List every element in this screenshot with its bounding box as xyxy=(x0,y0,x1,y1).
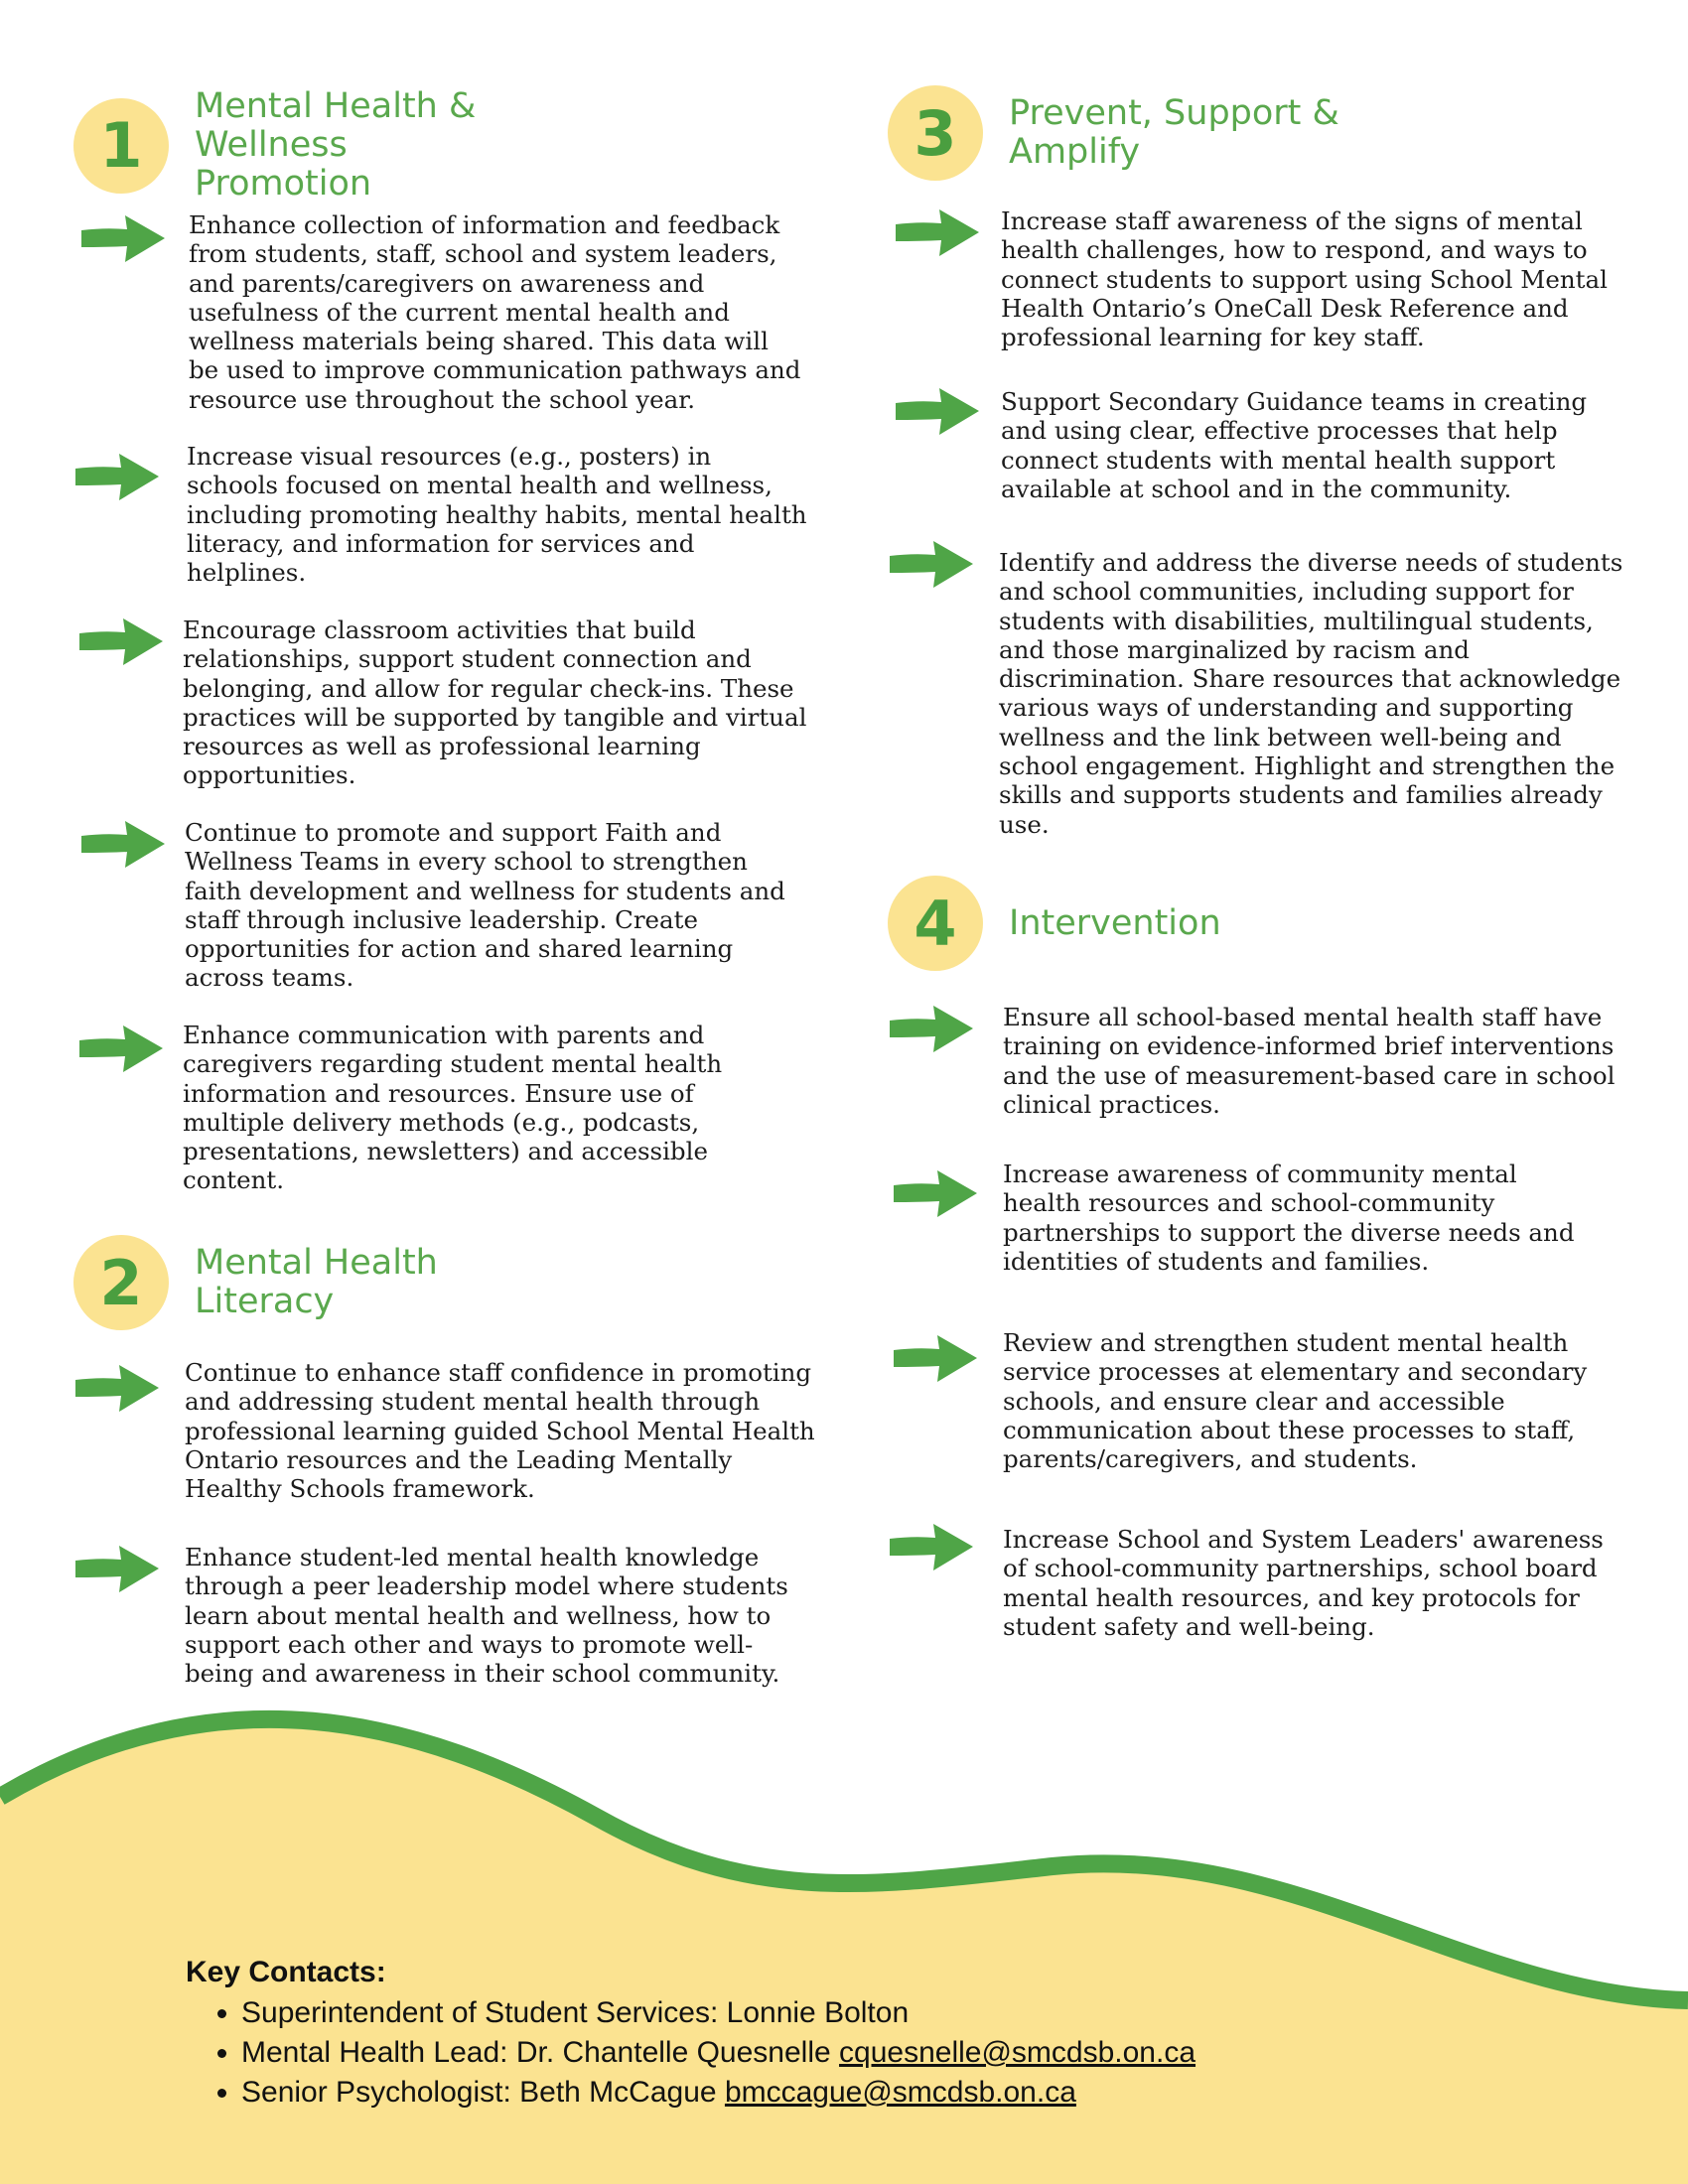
item-text: Continue to enhance staff confidence in promoting and addressing student mental health through professional learning guided School Mental Health Ontario resources and the Leading Mentally Healthy Schools framework. xyxy=(185,1358,815,1504)
list-item xyxy=(1001,387,1617,503)
section-1-header xyxy=(73,87,532,204)
section-title: Mental Health Literacy xyxy=(195,1243,438,1321)
contact-label: Superintendent of Student Services: Lonnie Bolton xyxy=(241,1996,910,2029)
arrow-icon xyxy=(890,205,984,260)
list-item xyxy=(183,615,808,790)
section-title: Intervention xyxy=(1009,902,1221,943)
item-text: Continue to promote and support Faith and Wellness Teams in every school to strengthen faith development and wellness for students and staff through inclusive leadership. Create opportunities for action and shared learning across teams. xyxy=(185,818,785,993)
section-number-badge: 1 xyxy=(73,98,169,194)
list-item xyxy=(1003,1328,1618,1473)
list-item xyxy=(1003,1003,1638,1119)
contacts-list xyxy=(186,1993,1196,2113)
list-item xyxy=(999,548,1634,839)
section-2-header xyxy=(73,1235,453,1330)
arrow-icon xyxy=(888,1330,982,1386)
item-text: Increase School and System Leaders' awareness of school-community partnerships, school board mental health resources, and key protocols for student safety and well-being. xyxy=(1003,1525,1604,1641)
arrow-icon xyxy=(73,1021,168,1076)
list-item xyxy=(183,1021,778,1195)
contact-label: Senior Psychologist: Beth McCague xyxy=(241,2076,717,2109)
contact-item xyxy=(241,2033,1196,2073)
item-text: Enhance student-led mental health knowledge through a peer leadership model where students learn about mental health and wellness, how to support each other and ways to promote well-being and awareness in their school community. xyxy=(185,1543,788,1689)
contact-email-link[interactable]: cquesnelle@smcdsb.on.ca xyxy=(839,2036,1196,2069)
item-text: Increase awareness of community mental health resources and school-community partnerships to support the diverse needs and identities of students and families. xyxy=(1003,1160,1575,1276)
section-number-badge: 2 xyxy=(73,1235,169,1330)
list-item xyxy=(1003,1525,1618,1641)
contact-email-link[interactable]: bmccague@smcdsb.on.ca xyxy=(724,2076,1076,2109)
arrow-icon xyxy=(884,1001,978,1056)
arrow-icon xyxy=(73,614,168,669)
arrow-icon xyxy=(70,1360,164,1416)
arrow-icon xyxy=(890,383,984,439)
section-title: Prevent, Support & Amplify xyxy=(1009,93,1339,172)
list-item xyxy=(1001,206,1626,351)
key-contacts xyxy=(186,1956,1196,2113)
list-item xyxy=(189,210,804,414)
contact-label: Mental Health Lead: Dr. Chantelle Quesnelle xyxy=(241,2036,831,2069)
contact-item xyxy=(241,2073,1196,2113)
list-item xyxy=(187,442,807,587)
arrow-icon xyxy=(884,1519,978,1574)
section-4-header xyxy=(888,876,1307,971)
item-text: Enhance collection of information and feedback from students, staff, school and system leaders, and parents/caregivers on awareness and usefulness of the current mental health and wellness materials being shared. This data will be used to improve communication pathways and resource use throughout the school year. xyxy=(189,210,801,414)
item-text: Increase staff awareness of the signs of mental health challenges, how to respond, and ways to connect students to support using School Mental Health Ontario’s OneCall Desk Reference and professional learning for key staff. xyxy=(1001,206,1608,352)
item-text: Increase visual resources (e.g., posters) in schools focused on mental health and wellness, including promoting healthy habits, mental health literacy, and information for services and helplines. xyxy=(187,442,807,588)
arrow-icon xyxy=(888,1165,982,1221)
item-text: Ensure all school-based mental health staff have training on evidence-informed brief interventions and the use of measurement-based care in school clinical practices. xyxy=(1003,1003,1616,1119)
arrow-icon xyxy=(70,1541,164,1596)
list-item xyxy=(185,1358,820,1503)
item-text: Review and strengthen student mental health service processes at elementary and secondary schools, and ensure clear and accessible communication about these processes to staff, parents/caregivers, and students. xyxy=(1003,1328,1588,1474)
list-item xyxy=(1003,1160,1599,1276)
section-3-header xyxy=(888,85,1346,181)
item-text: Enhance communication with parents and caregivers regarding student mental health information and resources. Ensure use of multiple delivery methods (e.g., podcasts, presentations, newsletters) and accessible content. xyxy=(183,1021,723,1195)
item-text: Identify and address the diverse needs of students and school communities, including support for students with disabilities, multilingual students, and those marginalized by racism and discrimination. Share resources that acknowledge various ways of understanding and supporting wellness and the link between well-being and school engagement. Highlight and strengthen the skills and supports students and families already use. xyxy=(999,548,1623,839)
arrow-icon xyxy=(75,816,170,872)
item-text: Encourage classroom activities that build relationships, support student connection and belonging, and allow for regular check-ins. These practices will be supported by tangible and virtual resources as well as professional learning opportunities. xyxy=(183,615,807,790)
section-number-badge: 4 xyxy=(888,876,983,971)
key-contacts-title: Key Contacts: xyxy=(186,1956,386,1988)
item-text: Support Secondary Guidance teams in creating and using clear, effective processes that help connect students with mental health support available at school and in the community. xyxy=(1001,387,1588,503)
arrow-icon xyxy=(884,536,978,592)
arrow-icon xyxy=(70,449,164,504)
list-item xyxy=(185,1543,805,1688)
section-title: Mental Health & Wellness Promotion xyxy=(195,86,477,204)
list-item xyxy=(185,818,800,993)
section-number-badge: 3 xyxy=(888,85,983,181)
contact-item xyxy=(241,1993,1196,2033)
arrow-icon xyxy=(75,210,170,266)
